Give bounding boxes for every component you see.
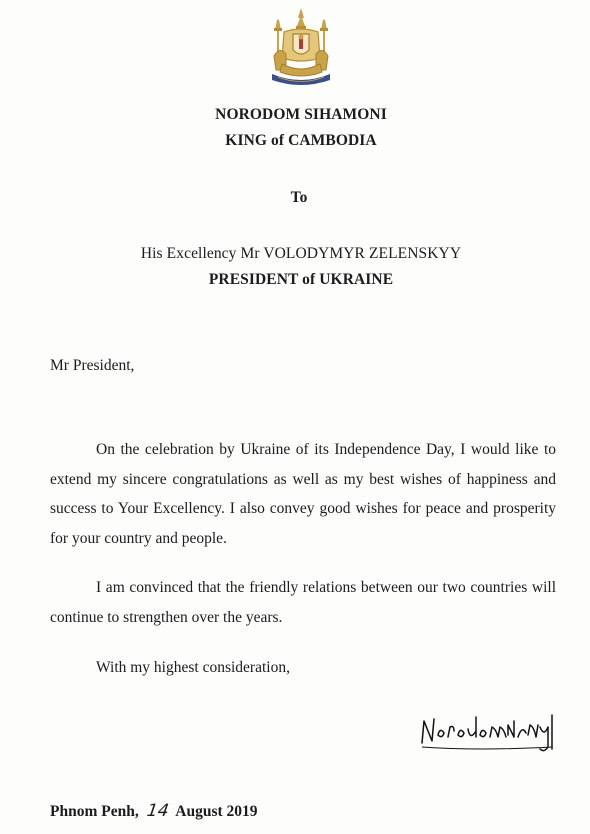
recipient-name: His Excellency Mr VOLODYMYR ZELENSKYY bbox=[140, 245, 462, 262]
salutation: Mr President, bbox=[50, 357, 135, 374]
date-line bbox=[50, 801, 258, 821]
sender-name: NORODOM SIHAMONI bbox=[215, 106, 387, 123]
to-label: To bbox=[290, 189, 308, 206]
date-place: Phnom Penh, bbox=[50, 803, 139, 820]
date-day-handwritten: 14 bbox=[145, 801, 170, 821]
closing-line: With my highest consideration, bbox=[96, 659, 290, 676]
date-month-year: August 2019 bbox=[175, 803, 258, 820]
sender-title: KING of CAMBODIA bbox=[225, 132, 377, 149]
body-paragraph-2: I am convinced that the friendly relations between our two countries will continue to strengthen over the years. bbox=[50, 579, 556, 626]
handwritten-signature bbox=[418, 707, 558, 755]
recipient-title: PRESIDENT of UKRAINE bbox=[208, 271, 394, 288]
royal-coat-of-arms-emblem bbox=[266, 6, 336, 86]
body-paragraph-1: On the celebration by Ukraine of its Independence Day, I would like to extend my sincere congratulations as well as my best wishes of happiness and success to Your Excellency. I also convey good wishes for peace and prosperity for your country and people. bbox=[50, 441, 556, 547]
